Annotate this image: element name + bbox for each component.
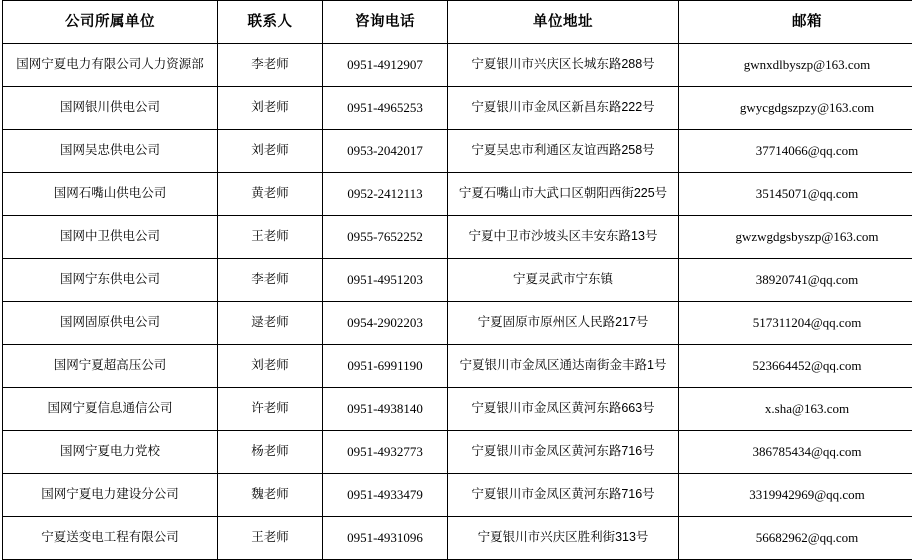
cell-address: 宁夏固原市原州区人民路217号 <box>448 302 679 345</box>
table-row <box>3 216 912 259</box>
table-row <box>3 173 912 216</box>
cell-address: 宁夏银川市金凤区黄河东路716号 <box>448 431 679 474</box>
cell-phone: 0951-4933479 <box>323 474 448 517</box>
cell-unit: 国网宁东供电公司 <box>3 259 218 302</box>
cell-unit: 国网宁夏电力有限公司人力资源部 <box>3 44 218 87</box>
contact-table <box>2 0 912 560</box>
cell-phone: 0951-4912907 <box>323 44 448 87</box>
cell-phone: 0954-2902203 <box>323 302 448 345</box>
cell-address: 宁夏吴忠市利通区友谊西路258号 <box>448 130 679 173</box>
cell-address: 宁夏中卫市沙坡头区丰安东路13号 <box>448 216 679 259</box>
table-row <box>3 130 912 173</box>
cell-unit: 宁夏送变电工程有限公司 <box>3 517 218 560</box>
cell-email: gwzwgdgsbyszp@163.com <box>679 216 912 259</box>
cell-phone: 0951-4951203 <box>323 259 448 302</box>
cell-address: 宁夏银川市金凤区新昌东路222号 <box>448 87 679 130</box>
cell-phone: 0951-6991190 <box>323 345 448 388</box>
table-header <box>3 1 912 44</box>
cell-email: 35145071@qq.com <box>679 173 912 216</box>
cell-person: 许老师 <box>218 388 323 431</box>
column-header-unit: 公司所属单位 <box>3 1 218 44</box>
cell-person: 刘老师 <box>218 87 323 130</box>
cell-unit: 国网宁夏电力建设分公司 <box>3 474 218 517</box>
cell-unit: 国网石嘴山供电公司 <box>3 173 218 216</box>
cell-unit: 国网宁夏信息通信公司 <box>3 388 218 431</box>
table-row <box>3 259 912 302</box>
cell-address: 宁夏银川市兴庆区长城东路288号 <box>448 44 679 87</box>
cell-person: 刘老师 <box>218 130 323 173</box>
cell-phone: 0951-4965253 <box>323 87 448 130</box>
cell-phone: 0951-4938140 <box>323 388 448 431</box>
cell-email: 517311204@qq.com <box>679 302 912 345</box>
cell-unit: 国网吴忠供电公司 <box>3 130 218 173</box>
table-row <box>3 302 912 345</box>
cell-address: 宁夏银川市金凤区黄河东路663号 <box>448 388 679 431</box>
cell-phone: 0951-4932773 <box>323 431 448 474</box>
cell-address: 宁夏银川市兴庆区胜利街313号 <box>448 517 679 560</box>
cell-email: 38920741@qq.com <box>679 259 912 302</box>
column-header-phone: 咨询电话 <box>323 1 448 44</box>
cell-email: 3319942969@qq.com <box>679 474 912 517</box>
cell-person: 刘老师 <box>218 345 323 388</box>
cell-person: 黄老师 <box>218 173 323 216</box>
cell-unit: 国网中卫供电公司 <box>3 216 218 259</box>
column-header-address: 单位地址 <box>448 1 679 44</box>
cell-email: 386785434@qq.com <box>679 431 912 474</box>
cell-unit: 国网宁夏电力党校 <box>3 431 218 474</box>
cell-person: 魏老师 <box>218 474 323 517</box>
table-row <box>3 388 912 431</box>
table-body <box>3 44 912 560</box>
cell-address: 宁夏灵武市宁东镇 <box>448 259 679 302</box>
cell-person: 王老师 <box>218 216 323 259</box>
cell-unit: 国网宁夏超高压公司 <box>3 345 218 388</box>
cell-email: gwycgdgszpzy@163.com <box>679 87 912 130</box>
cell-address: 宁夏银川市金凤区通达南街金丰路1号 <box>448 345 679 388</box>
cell-address: 宁夏银川市金凤区黄河东路716号 <box>448 474 679 517</box>
column-header-email: 邮箱 <box>679 1 912 44</box>
cell-email: gwnxdlbyszp@163.com <box>679 44 912 87</box>
cell-email: 37714066@qq.com <box>679 130 912 173</box>
table-header-row <box>3 1 912 44</box>
cell-email: 56682962@qq.com <box>679 517 912 560</box>
table-row <box>3 87 912 130</box>
cell-address: 宁夏石嘴山市大武口区朝阳西街225号 <box>448 173 679 216</box>
table-row <box>3 345 912 388</box>
column-header-person: 联系人 <box>218 1 323 44</box>
cell-phone: 0951-4931096 <box>323 517 448 560</box>
cell-unit: 国网固原供电公司 <box>3 302 218 345</box>
cell-person: 逯老师 <box>218 302 323 345</box>
cell-person: 李老师 <box>218 259 323 302</box>
table-row <box>3 474 912 517</box>
table-row <box>3 431 912 474</box>
cell-phone: 0955-7652252 <box>323 216 448 259</box>
cell-phone: 0952-2412113 <box>323 173 448 216</box>
cell-person: 王老师 <box>218 517 323 560</box>
table-row <box>3 44 912 87</box>
cell-email: 523664452@qq.com <box>679 345 912 388</box>
cell-person: 李老师 <box>218 44 323 87</box>
table-row <box>3 517 912 560</box>
cell-email: x.sha@163.com <box>679 388 912 431</box>
cell-person: 杨老师 <box>218 431 323 474</box>
cell-phone: 0953-2042017 <box>323 130 448 173</box>
cell-unit: 国网银川供电公司 <box>3 87 218 130</box>
